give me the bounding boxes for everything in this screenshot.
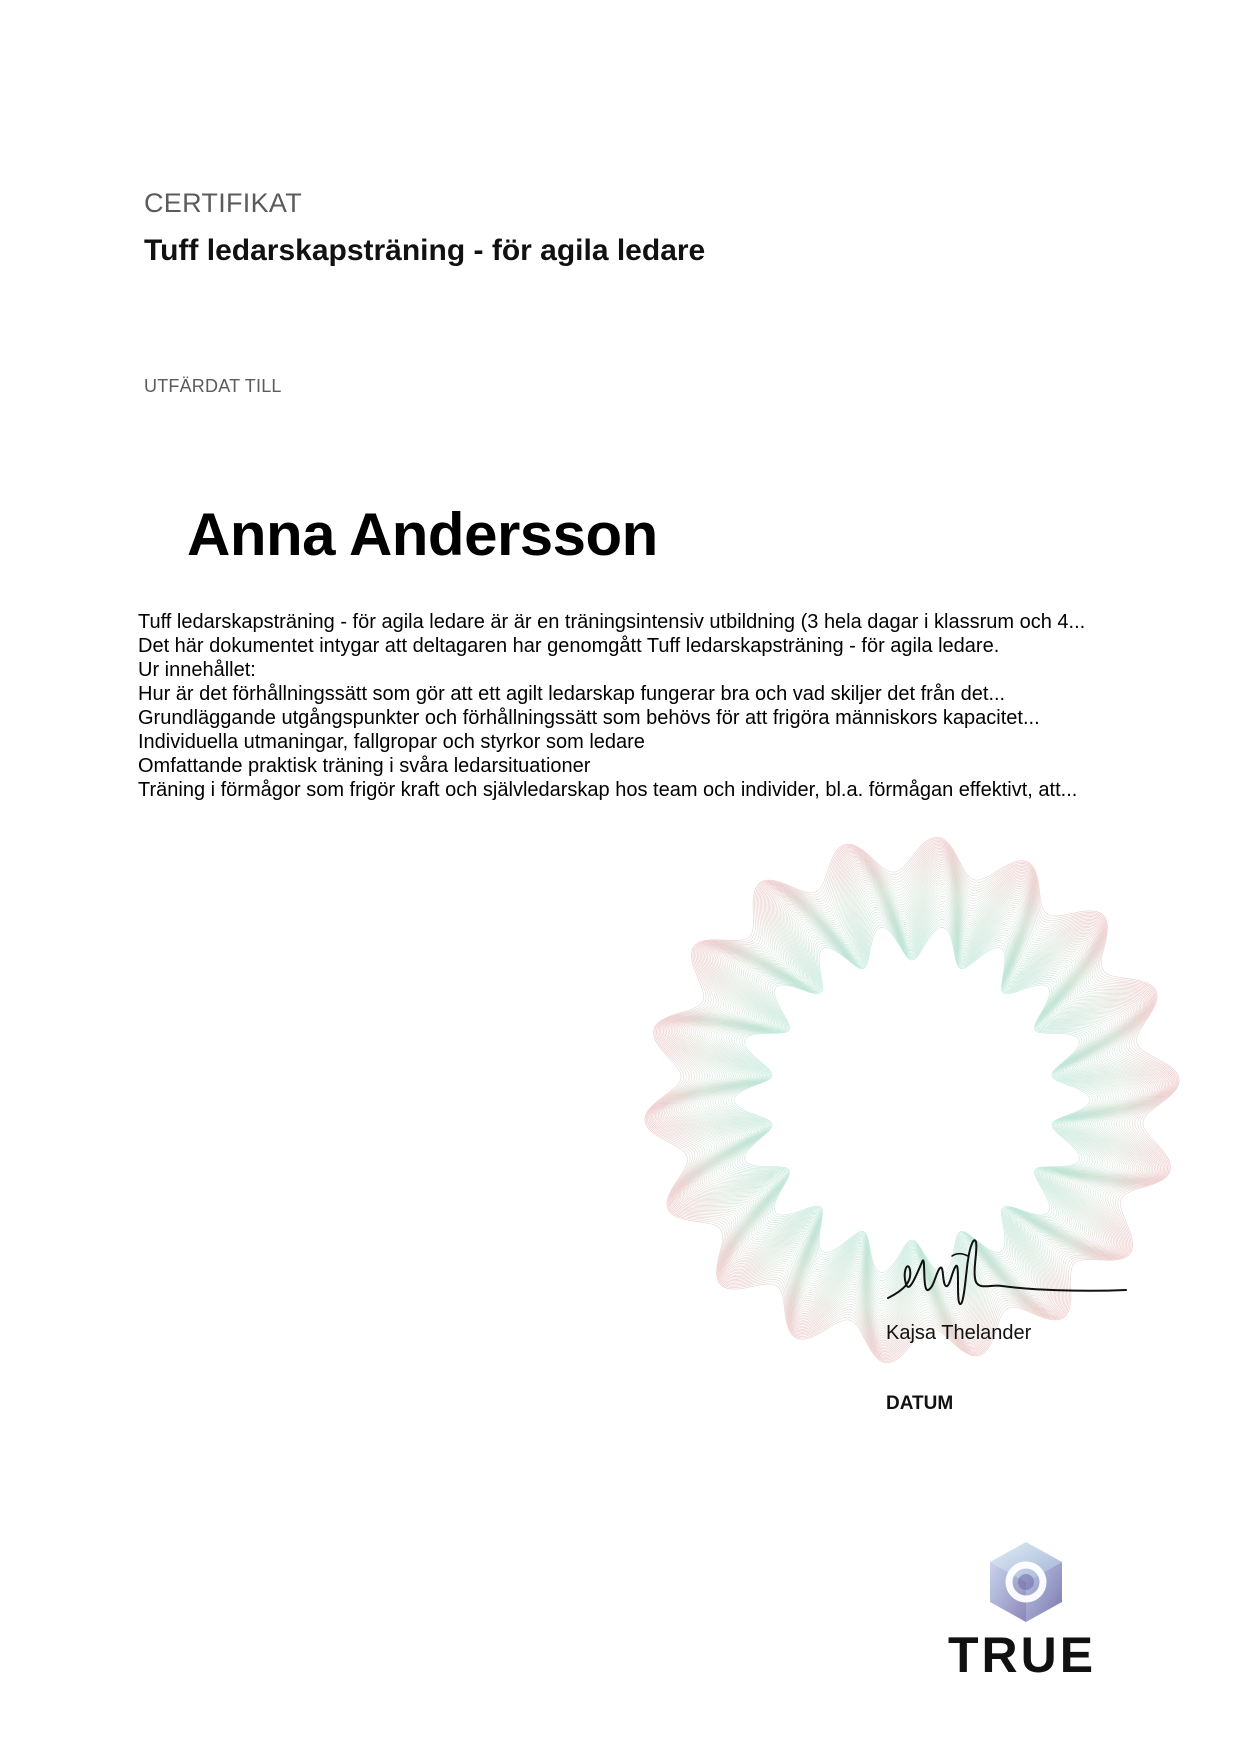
course-description [138,610,1138,802]
description-line: Hur är det förhållningssätt som gör att ett agilt ledarskap fungerar bra och vad skiljer det från det... [138,683,1006,705]
handwritten-signature [882,1232,1132,1312]
description-line: Omfattande praktisk träning i svåra ledarsituationer [138,755,591,777]
description-line: Individuella utmaningar, fallgropar och styrkor som ledare [138,731,645,753]
description-line: Det här dokumentet intygar att deltagaren har genomgått Tuff ledarskapsträning - för agila ledare. [138,635,1000,657]
description-line: Träning i förmågor som frigör kraft och självledarskap hos team och individer, bl.a. förmågan effektivt, att... [138,779,1078,801]
date-label: DATUM [886,1393,954,1414]
hexagon-ring-icon [986,1540,1066,1624]
certificate-eyebrow: CERTIFIKAT [144,188,303,218]
issued-to-label: UTFÄRDAT TILL [144,376,282,396]
logo-text: TRUE [948,1627,1097,1683]
course-title: Tuff ledarskapsträning - för agila ledare [144,234,706,267]
recipient-name: Anna Andersson [187,501,658,568]
description-line: Tuff ledarskapsträning - för agila ledare är är en träningsintensiv utbildning (3 hela dagar i klassrum och 4... [138,611,1086,633]
description-line: Grundläggande utgångspunkter och förhållningssätt som behövs för att frigöra människors kapacitet... [138,707,1040,729]
signer-name: Kajsa Thelander [886,1322,1032,1344]
description-line: Ur innehållet: [138,659,256,681]
